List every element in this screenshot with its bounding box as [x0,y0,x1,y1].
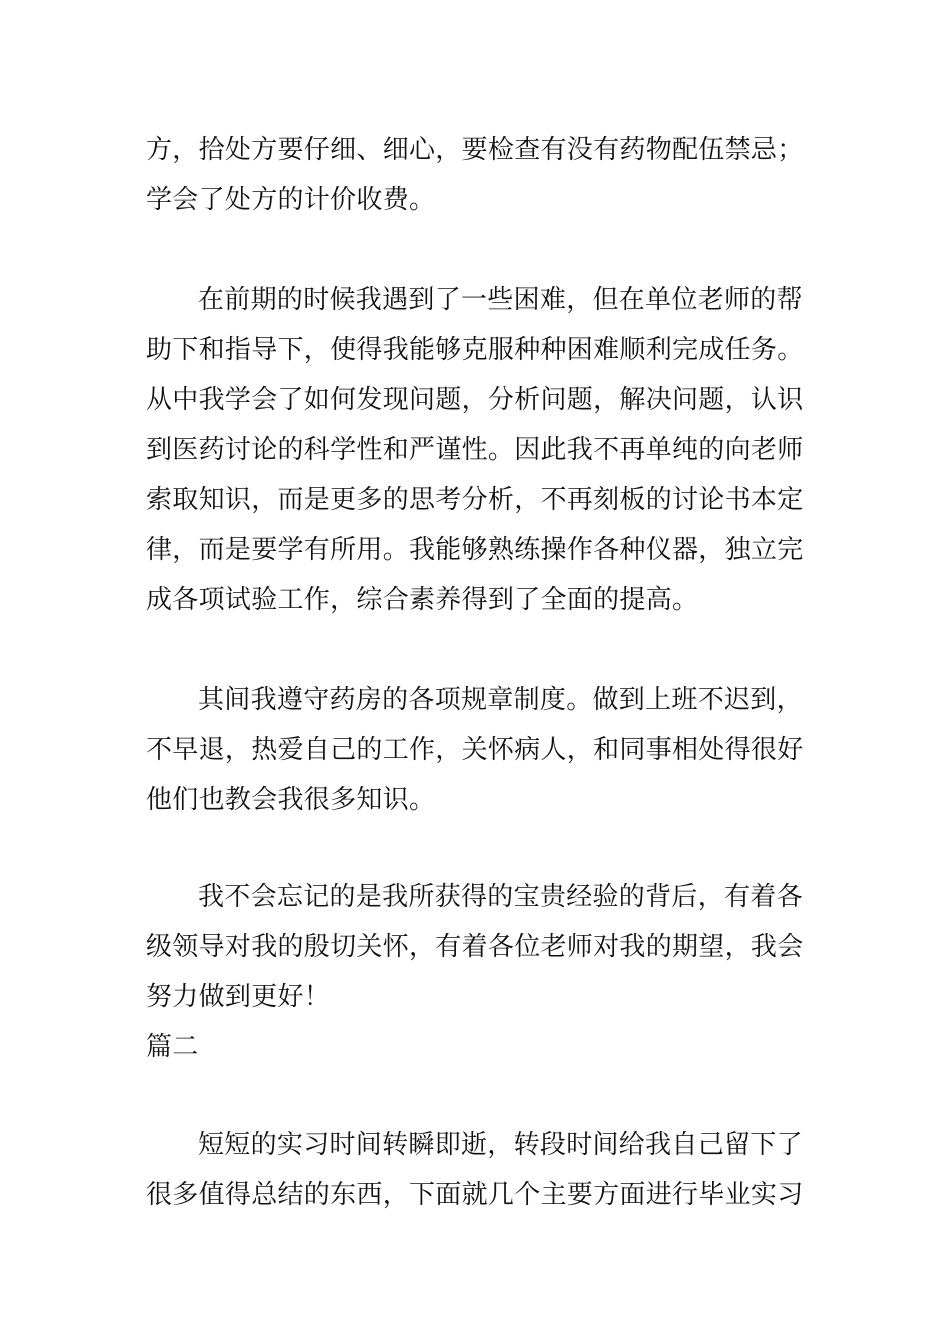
paragraph-first-line: 我不会忘记的是我所获得的宝贵经验的背后，有着各 [198,882,803,912]
text-line: 律，而是要学有所用。我能够熟练操作各种仪器，独立完 [146,535,804,565]
text-line: 努力做到更好！ [146,982,331,1012]
text-line: 很多值得总结的东西，下面就几个主要方面进行毕业实习 [146,1180,804,1210]
text-line: 到医药讨论的科学性和严谨性。因此我不再单纯的向老师 [146,435,804,465]
paragraph-first-line: 短短的实习时间转瞬即逝，转段时间给我自己留下了 [198,1130,803,1160]
text-line: 学会了处方的计价收费。 [146,185,436,215]
text-line: 助下和指导下，使得我能够克服种种困难顺利完成任务。 [146,335,804,365]
text-line: 从中我学会了如何发现问题，分析问题，解决问题，认识 [146,385,804,415]
paragraph-first-line: 其间我遵守药房的各项规章制度。做到上班不迟到， [198,685,803,715]
text-line: 级领导对我的殷切关怀，有着各位老师对我的期望，我会 [146,932,804,962]
text-line: 不早退，热爱自己的工作，关怀病人，和同事相处得很好 [146,735,804,765]
text-line: 方，拾处方要仔细、细心，要检查有没有药物配伍禁忌； [146,135,804,165]
text-line: 索取知识，而是更多的思考分析，不再刻板的讨论书本定 [146,485,804,515]
paragraph-first-line: 在前期的时候我遇到了一些困难，但在单位老师的帮 [198,285,803,315]
text-line: 他们也教会我很多知识。 [146,785,436,815]
section-heading: 篇二 [146,1032,199,1062]
text-line: 成各项试验工作，综合素养得到了全面的提高。 [146,585,699,615]
